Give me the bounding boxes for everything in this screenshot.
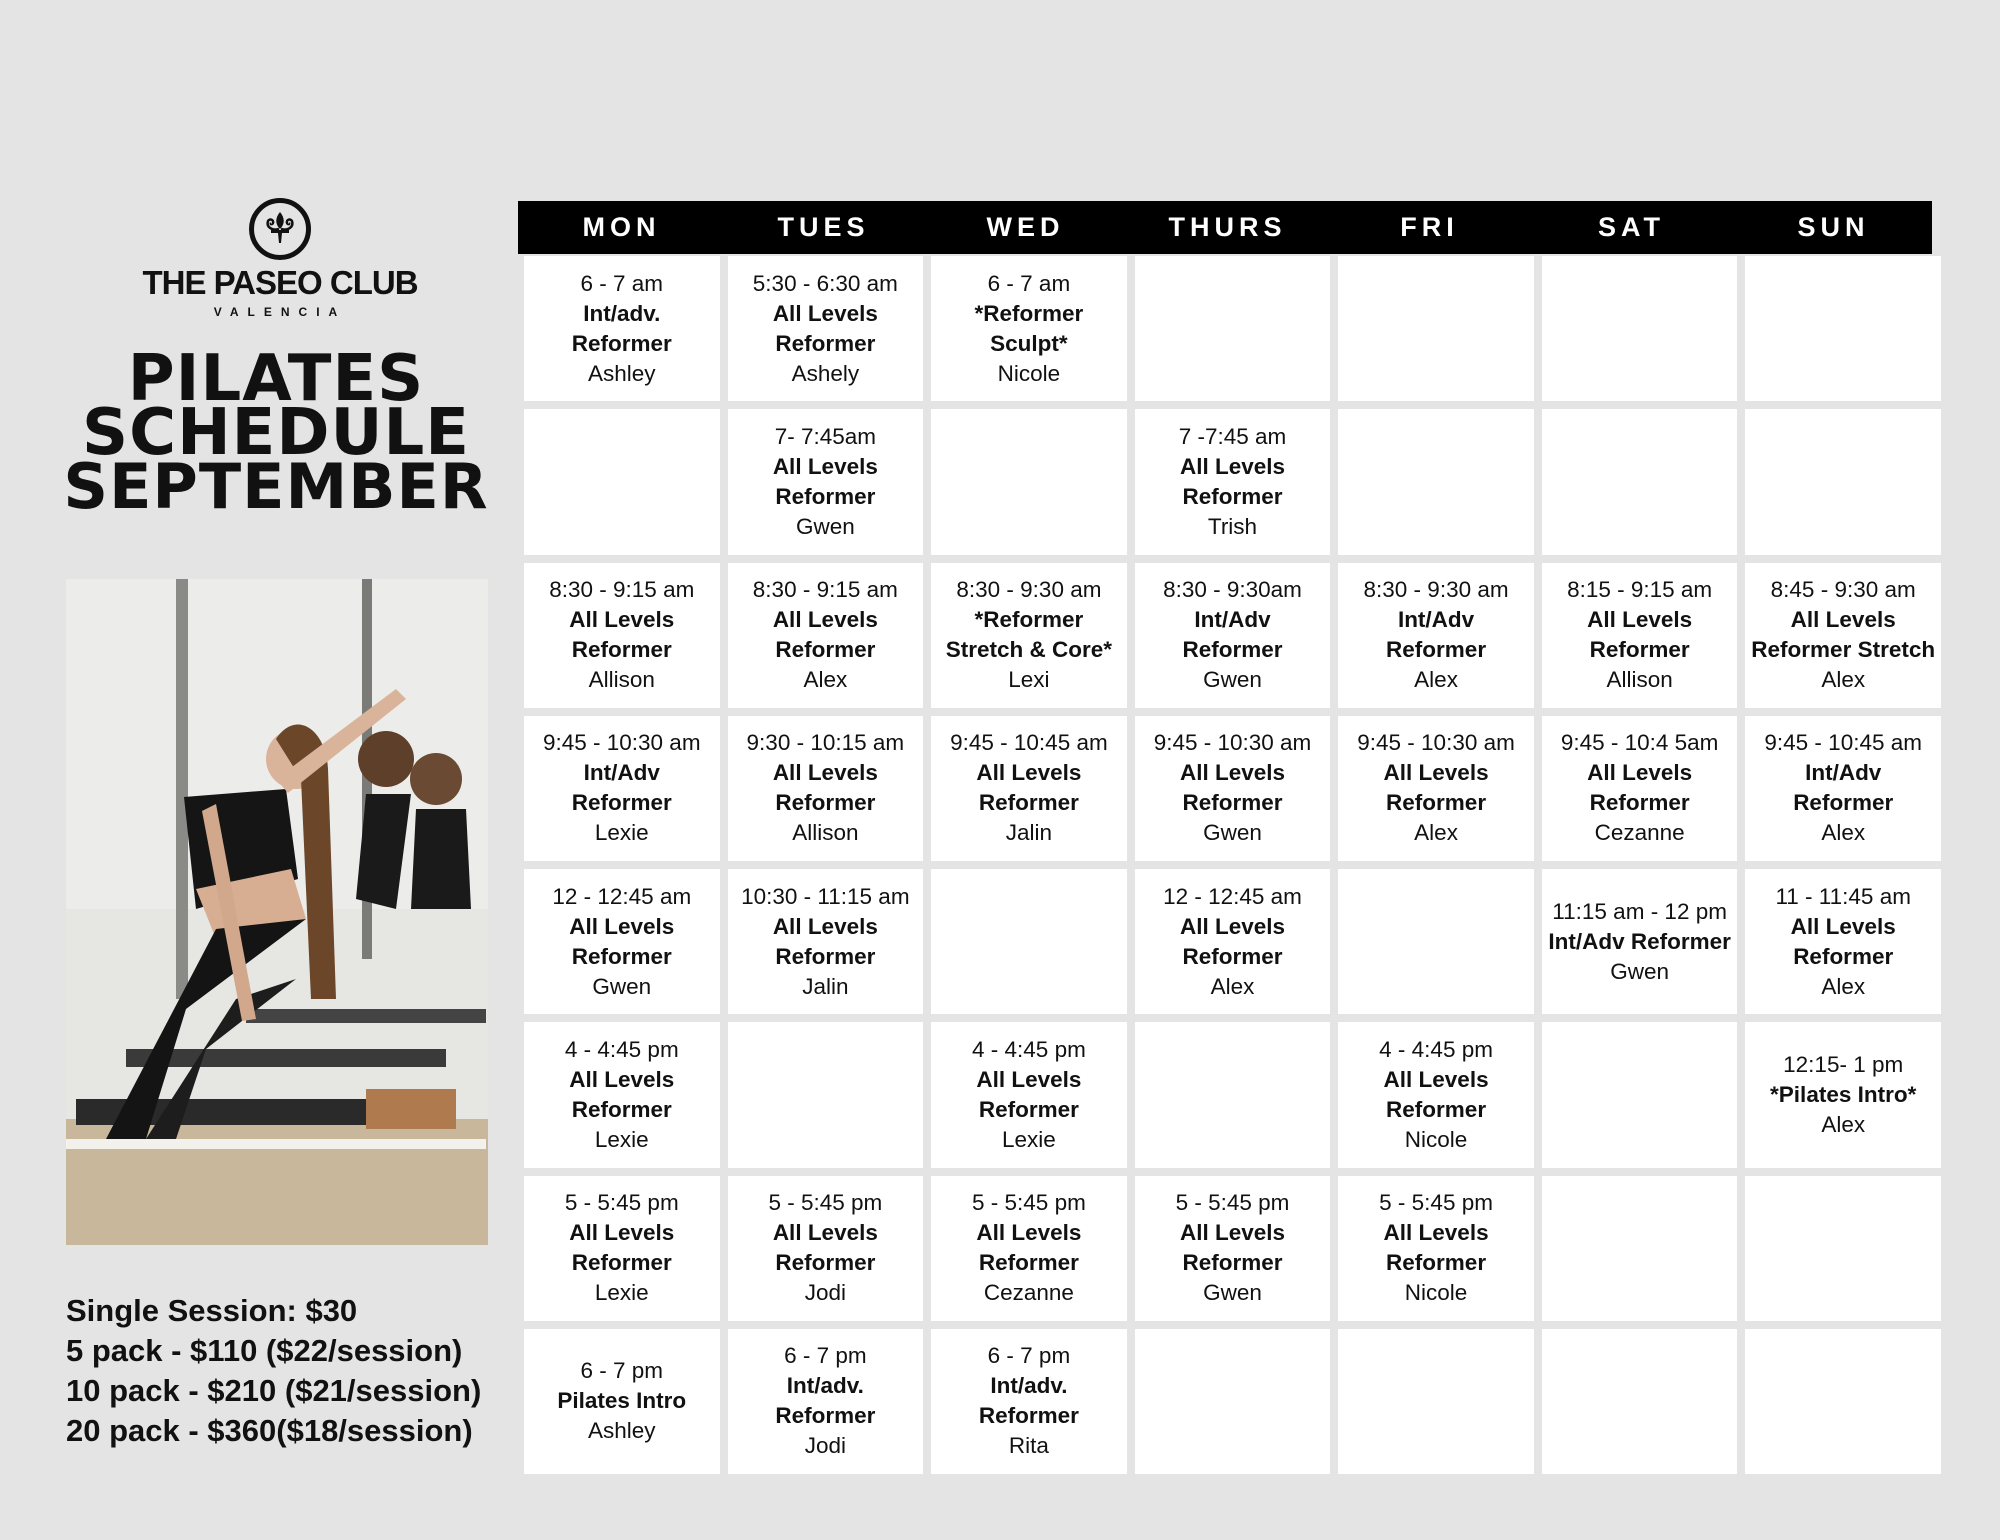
- schedule-cell: [728, 409, 924, 554]
- schedule-cell-empty: [1745, 256, 1941, 401]
- schedule-cell: [1135, 869, 1331, 1014]
- instructor-name: Lexi: [1008, 667, 1050, 693]
- title-line-1: PILATES: [127, 342, 425, 416]
- class-type: All Levels: [1179, 760, 1286, 786]
- schedule-cell: [728, 256, 924, 401]
- class-type: Int/Adv Reformer: [1548, 928, 1731, 954]
- class-type: All Levels: [1383, 1066, 1489, 1092]
- class-type: Reformer: [571, 943, 672, 969]
- schedule-cell: [1542, 563, 1738, 708]
- instructor-name: Gwen: [1203, 820, 1262, 846]
- class-type: Int/Adv: [1805, 760, 1882, 786]
- schedule-cell: [524, 563, 720, 708]
- class-type: All Levels: [772, 607, 878, 633]
- class-type: Reformer: [1589, 637, 1690, 663]
- schedule-cell-empty: [1745, 409, 1941, 554]
- schedule-cell-empty: [1542, 1176, 1738, 1321]
- schedule-cell-empty: [1135, 1022, 1331, 1167]
- class-type: Int/adv.: [786, 1373, 864, 1399]
- instructor-name: Alex: [1210, 973, 1255, 999]
- class-type: Reformer: [1386, 637, 1487, 663]
- class-type: All Levels: [772, 453, 878, 479]
- day-sun: SUN: [1797, 212, 1870, 242]
- class-type: All Levels: [569, 607, 675, 633]
- instructor-name: Cezanne: [1594, 820, 1685, 846]
- class-type: Reformer: [775, 1403, 876, 1429]
- class-type: Reformer: [775, 637, 876, 663]
- day-sat: SAT: [1598, 212, 1665, 242]
- instructor-name: Alex: [803, 667, 848, 693]
- instructor-name: Alex: [1821, 1111, 1866, 1137]
- schedule-cell: [1745, 716, 1941, 861]
- class-time: 6 - 7 pm: [580, 1358, 664, 1384]
- class-type: All Levels: [569, 1066, 675, 1092]
- class-type: Reformer: [978, 1403, 1079, 1429]
- page-title: [60, 342, 492, 523]
- class-time: 9:45 - 10:45 am: [950, 730, 1108, 756]
- club-name: THE PASEO CLUB: [142, 264, 418, 301]
- class-type: *Pilates Intro*: [1770, 1081, 1917, 1107]
- schedule-cell: [524, 1022, 720, 1167]
- class-time: 4 - 4:45 pm: [972, 1036, 1086, 1062]
- class-type: Reformer: [1182, 1250, 1283, 1276]
- class-type: Reformer: [1182, 943, 1283, 969]
- day-fri: FRI: [1400, 212, 1459, 242]
- class-type: Reformer: [775, 1250, 876, 1276]
- class-type: Sculpt*: [990, 330, 1068, 356]
- instructor-name: Allison: [1606, 667, 1673, 693]
- class-type: All Levels: [1790, 913, 1896, 939]
- class-time: 8:30 - 9:15 am: [752, 577, 898, 603]
- instructor-name: Alex: [1821, 667, 1866, 693]
- class-time: 5 - 5:45 pm: [768, 1190, 883, 1216]
- class-type: All Levels: [1383, 760, 1489, 786]
- schedule-cell: [1338, 563, 1534, 708]
- schedule-cell-empty: [1542, 409, 1738, 554]
- class-time: 5 - 5:45 pm: [1175, 1190, 1290, 1216]
- club-logo: [140, 198, 420, 319]
- class-type: Int/Adv: [1397, 607, 1475, 633]
- class-type: All Levels: [1587, 607, 1693, 633]
- class-type: Reformer: [775, 483, 876, 509]
- schedule-cell: [1338, 1176, 1534, 1321]
- class-type: Int/Adv: [583, 760, 660, 786]
- schedule-cell-empty: [1745, 1176, 1941, 1321]
- class-time: 12:15- 1 pm: [1783, 1051, 1904, 1077]
- class-type: Reformer: [1589, 790, 1690, 816]
- instructor-name: Nicole: [997, 360, 1061, 386]
- class-type: All Levels: [1587, 760, 1693, 786]
- day-wed: WED: [986, 212, 1065, 242]
- schedule-cell: [931, 563, 1127, 708]
- schedule-cell: [1745, 869, 1941, 1014]
- club-city: VALENCIA: [213, 305, 347, 319]
- instructor-name: Jodi: [804, 1280, 846, 1306]
- class-type: All Levels: [1790, 607, 1896, 633]
- class-time: 11 - 11:45 am: [1775, 883, 1911, 909]
- class-type: All Levels: [772, 760, 878, 786]
- schedule-cell: [931, 1329, 1127, 1474]
- class-type: All Levels: [772, 1220, 878, 1246]
- instructor-name: Allison: [792, 820, 859, 846]
- class-type: Reformer: [1793, 943, 1894, 969]
- price-5-pack: 5 pack - $110 ($22/session): [66, 1333, 463, 1368]
- class-time: 9:45 - 10:30 am: [1153, 730, 1312, 756]
- instructor-name: Gwen: [592, 973, 652, 999]
- class-type: Reformer: [1386, 790, 1487, 816]
- class-time: 9:45 - 10:4 5am: [1560, 730, 1719, 756]
- class-time: 5:30 - 6:30 am: [752, 270, 898, 296]
- class-time: 8:30 - 9:30am: [1163, 577, 1302, 603]
- class-type: Reformer: [775, 330, 876, 356]
- class-time: 5 - 5:45 pm: [564, 1190, 679, 1216]
- instructor-name: Ashely: [791, 360, 860, 386]
- class-time: 9:30 - 10:15 am: [746, 730, 905, 756]
- schedule-cell-empty: [524, 409, 720, 554]
- instructor-name: Ashley: [588, 1418, 656, 1444]
- schedule-cell: [728, 869, 924, 1014]
- schedule-cell: [1745, 1022, 1941, 1167]
- class-time: 8:45 - 9:30 am: [1770, 577, 1916, 603]
- schedule-cell: [1542, 716, 1738, 861]
- instructor-name: Trish: [1207, 513, 1258, 539]
- schedule-cell-empty: [1338, 869, 1534, 1014]
- instructor-name: Lexie: [594, 1126, 649, 1152]
- instructor-name: Gwen: [1203, 1280, 1262, 1306]
- class-type: Reformer: [571, 1250, 672, 1276]
- schedule-cell: [1338, 716, 1534, 861]
- price-single: Single Session: $30: [66, 1293, 358, 1328]
- day-tues: TUES: [777, 212, 870, 242]
- class-type: Reformer: [571, 637, 672, 663]
- schedule-cell-empty: [1338, 1329, 1534, 1474]
- class-time: 8:30 - 9:15 am: [549, 577, 695, 603]
- class-type: Reformer: [1386, 1096, 1487, 1122]
- schedule-cell: [1135, 563, 1331, 708]
- class-type: Reformer Stretch: [1751, 637, 1936, 663]
- class-type: Reformer: [978, 1096, 1079, 1122]
- class-time: 9:45 - 10:30 am: [1357, 730, 1515, 756]
- schedule-grid: [524, 256, 1941, 1474]
- class-time: 6 - 7 pm: [784, 1343, 867, 1369]
- schedule-cell: [1135, 716, 1331, 861]
- schedule-cell: [931, 716, 1127, 861]
- price-10-pack: 10 pack - $210 ($21/session): [66, 1373, 482, 1408]
- schedule-cell: [1135, 409, 1331, 554]
- class-time: 4 - 4:45 pm: [1379, 1036, 1493, 1062]
- instructor-name: Gwen: [1610, 958, 1670, 984]
- schedule-cell: [1135, 1176, 1331, 1321]
- schedule-cell-empty: [1135, 1329, 1331, 1474]
- price-20-pack: 20 pack - $360($18/session): [66, 1413, 473, 1448]
- schedule-cell-empty: [1135, 256, 1331, 401]
- class-time: 5 - 5:45 pm: [972, 1190, 1086, 1216]
- instructor-name: Allison: [588, 667, 655, 693]
- class-type: All Levels: [1179, 913, 1286, 939]
- instructor-name: Jalin: [802, 973, 849, 999]
- schedule-cell-empty: [1542, 1329, 1738, 1474]
- class-type: Reformer: [978, 1250, 1079, 1276]
- day-thurs: THURS: [1168, 212, 1287, 242]
- class-type: Reformer: [775, 790, 876, 816]
- class-type: All Levels: [976, 1066, 1082, 1092]
- class-time: 7- 7:45am: [774, 423, 876, 449]
- schedule-cell: [931, 256, 1127, 401]
- class-type: All Levels: [976, 760, 1082, 786]
- class-type: Reformer: [1793, 790, 1894, 816]
- schedule-cell-empty: [1745, 1329, 1941, 1474]
- schedule-cell: [1338, 1022, 1534, 1167]
- schedule-cell: [728, 716, 924, 861]
- schedule-cell: [1542, 869, 1738, 1014]
- instructor-name: Nicole: [1404, 1126, 1468, 1152]
- class-type: Reformer: [978, 790, 1079, 816]
- class-type: Reformer: [1182, 790, 1283, 816]
- day-mon: MON: [582, 212, 661, 242]
- schedule-cell: [524, 1176, 720, 1321]
- instructor-name: Alex: [1821, 973, 1866, 999]
- schedule-cell: [728, 1176, 924, 1321]
- schedule-cell-empty: [1338, 256, 1534, 401]
- instructor-name: Ashley: [588, 360, 656, 386]
- schedule-cell-empty: [728, 1022, 924, 1167]
- title-line-3: SEPTEMBER: [63, 450, 489, 523]
- fleur-de-lis-icon: [249, 198, 311, 260]
- class-time: 10:30 - 11:15 am: [741, 883, 910, 909]
- class-time: 4 - 4:45 pm: [564, 1036, 679, 1062]
- class-type: All Levels: [772, 913, 878, 939]
- class-type: Reformer: [775, 943, 876, 969]
- instructor-name: Lexie: [1002, 1126, 1056, 1152]
- schedule-cell: [524, 256, 720, 401]
- class-type: Int/Adv: [1194, 607, 1271, 633]
- schedule-cell-empty: [931, 869, 1127, 1014]
- instructor-name: Rita: [1008, 1433, 1049, 1459]
- class-type: Int/adv.: [583, 300, 661, 326]
- schedule-cell: [931, 1022, 1127, 1167]
- instructor-name: Gwen: [795, 513, 855, 539]
- class-type: All Levels: [1383, 1220, 1489, 1246]
- schedule-cell: [728, 1329, 924, 1474]
- class-type: All Levels: [976, 1220, 1082, 1246]
- class-type: Reformer: [571, 330, 672, 356]
- instructor-name: Alex: [1821, 820, 1866, 846]
- schedule-cell: [931, 1176, 1127, 1321]
- class-type: *Reformer: [974, 607, 1084, 633]
- class-type: All Levels: [1179, 453, 1286, 479]
- title-line-2: SCHEDULE: [82, 396, 470, 470]
- class-time: 6 - 7 am: [580, 270, 664, 296]
- class-time: 8:30 - 9:30 am: [1363, 577, 1509, 603]
- class-type: Reformer: [1182, 483, 1283, 509]
- class-time: 12 - 12:45 am: [1163, 883, 1302, 909]
- class-time: 6 - 7 am: [987, 270, 1071, 296]
- class-time: 6 - 7 pm: [987, 1343, 1071, 1369]
- class-type: All Levels: [569, 913, 675, 939]
- class-time: 9:45 - 10:45 am: [1764, 730, 1922, 756]
- class-time: 11:15 am - 12 pm: [1552, 898, 1727, 924]
- class-time: 5 - 5:45 pm: [1379, 1190, 1493, 1216]
- class-time: 8:30 - 9:30 am: [956, 577, 1102, 603]
- class-time: 7 -7:45 am: [1178, 423, 1287, 449]
- class-type: Stretch & Core*: [945, 637, 1113, 663]
- instructor-name: Alex: [1414, 820, 1458, 846]
- schedule-cell: [728, 563, 924, 708]
- schedule-cell-empty: [1338, 409, 1534, 554]
- schedule-cell: [524, 716, 720, 861]
- instructor-name: Nicole: [1404, 1280, 1468, 1306]
- class-type: All Levels: [1179, 1220, 1286, 1246]
- schedule-cell: [524, 869, 720, 1014]
- schedule-cell: [1745, 563, 1941, 708]
- instructor-name: Cezanne: [983, 1280, 1074, 1306]
- class-type: Reformer: [571, 1096, 672, 1122]
- schedule-cell-empty: [1542, 1022, 1738, 1167]
- instructor-name: Jalin: [1005, 820, 1053, 846]
- class-type: Reformer: [1386, 1250, 1487, 1276]
- class-type: Reformer: [571, 790, 672, 816]
- day-header: [518, 201, 1932, 254]
- schedule-cell-empty: [931, 409, 1127, 554]
- class-type: All Levels: [569, 1220, 675, 1246]
- schedule-cell: [524, 1329, 720, 1474]
- class-type: *Reformer: [974, 300, 1084, 326]
- class-time: 12 - 12:45 am: [552, 883, 692, 909]
- pilates-photo: [66, 579, 488, 1245]
- class-time: 8:15 - 9:15 am: [1567, 577, 1713, 603]
- instructor-name: Lexie: [594, 1280, 649, 1306]
- instructor-name: Lexie: [594, 820, 649, 846]
- schedule-cell-empty: [1542, 256, 1738, 401]
- instructor-name: Gwen: [1203, 667, 1262, 693]
- class-type: Int/adv.: [990, 1373, 1068, 1399]
- class-type: All Levels: [772, 300, 878, 326]
- class-type: Reformer: [1182, 637, 1283, 663]
- instructor-name: Alex: [1414, 667, 1458, 693]
- pricing-list: [66, 1291, 506, 1451]
- class-type: Pilates Intro: [557, 1388, 687, 1414]
- instructor-name: Jodi: [804, 1433, 846, 1459]
- class-time: 9:45 - 10:30 am: [542, 730, 701, 756]
